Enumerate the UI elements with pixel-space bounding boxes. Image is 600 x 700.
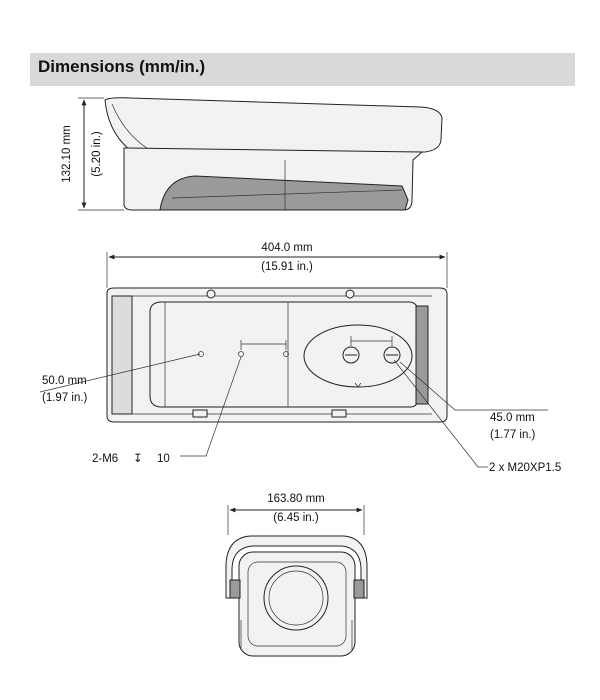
front-view xyxy=(226,493,367,656)
mount-depth-symbol: ↧ xyxy=(133,453,143,465)
gland-spacing-in-label: (1.77 in.) xyxy=(490,429,536,441)
height-in-label: (5.20 in.) xyxy=(91,131,103,177)
width-in-label: (6.45 in.) xyxy=(273,512,319,524)
length-in-label: (15.91 in.) xyxy=(261,261,313,273)
mount-thread-label: 2-M6 xyxy=(92,453,119,465)
mount-depth-value: 10 xyxy=(157,453,170,465)
side-view xyxy=(61,98,442,210)
hole-spacing-in-label: (1.97 in.) xyxy=(42,392,88,404)
top-view xyxy=(40,242,561,474)
hole-spacing-mm-label: 50.0 mm xyxy=(42,375,87,387)
length-mm-label: 404.0 mm xyxy=(261,242,313,254)
dimensions-title: Dimensions (mm/in.) xyxy=(38,57,206,76)
cable-gland-label: 2 x M20XP1.5 xyxy=(489,462,562,474)
gland-spacing-mm-label: 45.0 mm xyxy=(490,412,535,424)
height-mm-label: 132.10 mm xyxy=(61,125,73,183)
width-mm-label: 163.80 mm xyxy=(267,493,325,505)
